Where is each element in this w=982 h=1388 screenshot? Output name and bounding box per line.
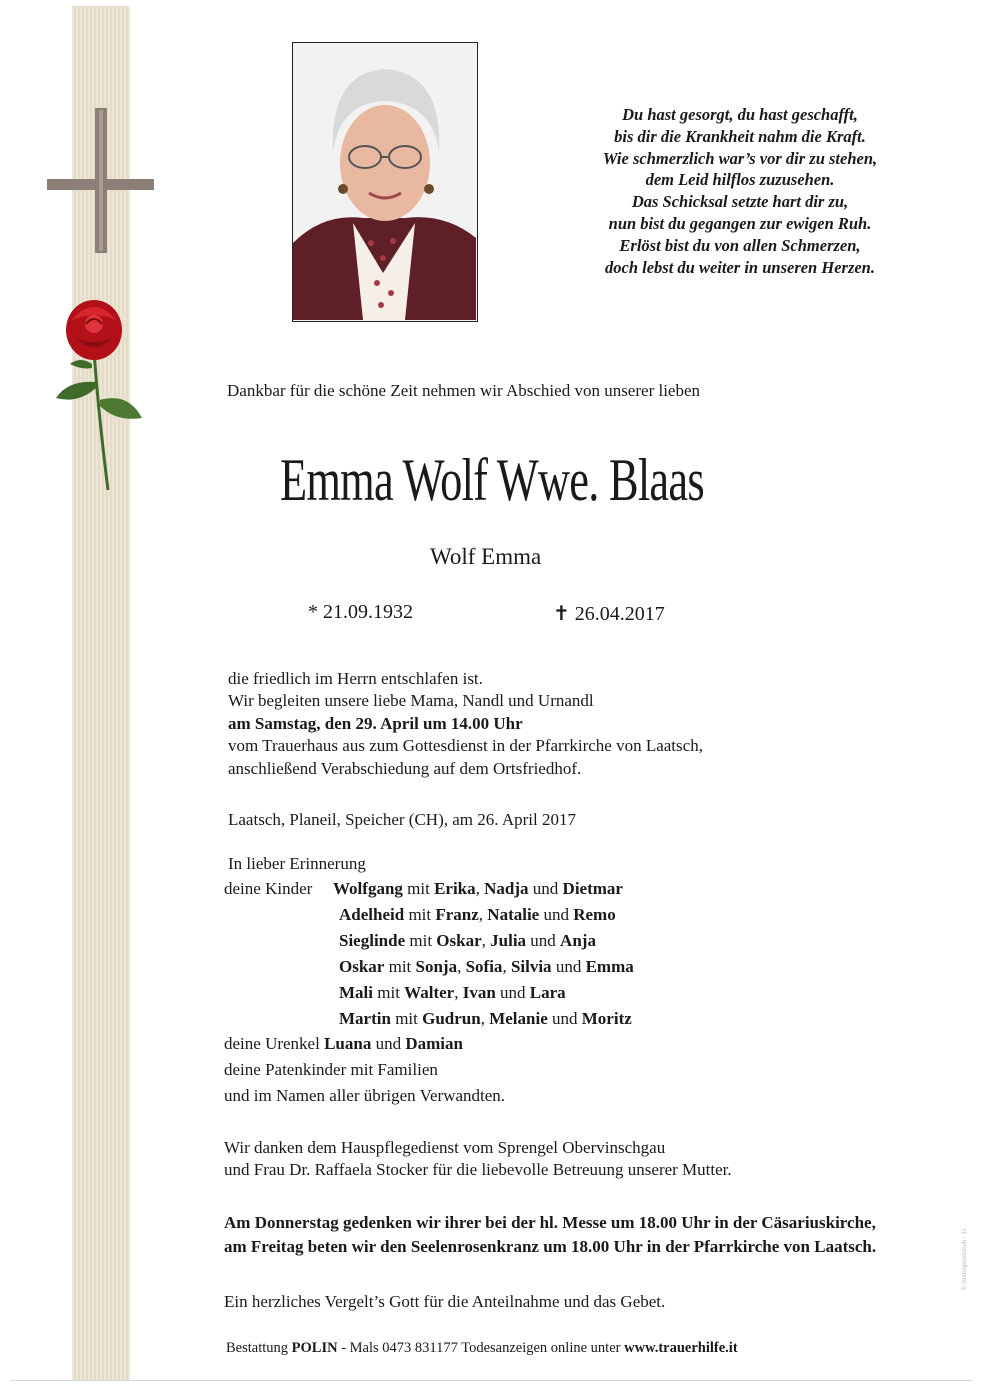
funeral-line: anschließend Verabschiedung auf dem Ortsfriedhof.	[228, 758, 582, 778]
poem	[540, 104, 940, 278]
kinder-row	[339, 931, 596, 951]
connector-word: mit	[377, 983, 400, 1002]
connector-word: und	[532, 879, 559, 898]
family-member-name: Adelheid	[339, 905, 405, 924]
footer	[226, 1340, 738, 1357]
kinder-row	[339, 957, 634, 977]
poem-line: Du hast gesorgt, du hast geschafft,	[622, 105, 858, 124]
family-member-name: Nadja	[484, 879, 529, 898]
side-note: © studiogrünschuh - 11	[962, 1228, 968, 1290]
poem-line: doch lebst du weiter in unseren Herzen.	[605, 257, 875, 277]
thanks-line: Wir danken dem Hauspflegedienst vom Sprengel Obervinschgau	[224, 1138, 666, 1157]
thanks-text	[224, 1137, 732, 1182]
portrait-photo	[292, 42, 478, 322]
footer-website-link[interactable]: www.trauerhilfe.it	[624, 1340, 738, 1356]
deceased-nickname: Wolf Emma	[430, 544, 542, 569]
funeral-date: am Samstag, den 29. April um 14.00 Uhr	[228, 713, 523, 733]
connector-word: mit	[409, 931, 433, 950]
connector-word: und	[530, 931, 556, 950]
family-member-name: Mali	[339, 983, 373, 1002]
connector-word: und	[552, 1009, 578, 1028]
intro-text: Dankbar für die schöne Zeit nehmen wir Abschied von unserer lieben	[227, 381, 701, 400]
connector-word: und	[543, 905, 569, 924]
funeral-line: vom Trauerhaus aus zum Gottesdienst in der Pfarrkirche von Laatsch,	[228, 736, 703, 756]
connector-word: ,	[480, 1009, 485, 1028]
poem-line: Das Schicksal setzte hart dir zu,	[631, 192, 849, 212]
deceased-name: Emma Wolf Wwe. Blaas	[280, 447, 704, 513]
family-member-name: Melanie	[489, 1009, 548, 1028]
memory-heading: In lieber Erinnerung	[228, 854, 366, 873]
cross-icon	[0, 0, 160, 260]
family-member-name: Remo	[573, 905, 616, 924]
connector-word: mit	[408, 905, 432, 924]
patenkinder-line: deine Patenkinder mit Familien	[224, 1060, 438, 1079]
family-member-name: Franz	[435, 905, 479, 924]
connector-word: ,	[481, 931, 486, 950]
connector-word: ,	[454, 983, 459, 1002]
family-member-name: Wolfgang	[333, 879, 403, 898]
kinder-row	[339, 905, 616, 925]
poem-line: Erlöst bist du von allen Schmerzen,	[619, 235, 861, 255]
family-member-name: Sonja	[415, 957, 458, 976]
funeral-line: die friedlich im Herrn entschlafen ist.	[228, 669, 483, 688]
family-member-name: Erika	[434, 879, 476, 898]
family-member-name: Silvia	[510, 957, 552, 976]
poem-line: dem Leid hilflos zuzusehen.	[645, 170, 835, 190]
family-member-name: Sieglinde	[339, 931, 406, 950]
masses-line: am Freitag beten wir den Seelenrosenkranz um 18.00 Uhr in der Pfarrkirche von Laatsch.	[224, 1237, 877, 1256]
connector-word: ,	[478, 905, 484, 924]
masses-text	[224, 1211, 876, 1259]
family-member-name: Natalie	[487, 905, 540, 924]
family-member-name: Julia	[490, 931, 527, 950]
connector-word: und	[500, 983, 526, 1002]
footer-prefix: Bestattung	[226, 1340, 289, 1356]
death-date: ✝ 26.04.2017	[553, 603, 665, 625]
family-member-name: Anja	[560, 931, 596, 950]
kinder-row	[339, 1009, 632, 1029]
family-member-name: Gudrun	[422, 1009, 481, 1028]
connector-word: ,	[475, 879, 480, 898]
connector-word: ,	[502, 957, 507, 976]
connector-word: mit	[407, 879, 430, 898]
place-date: Laatsch, Planeil, Speicher (CH), am 26. April 2017	[228, 810, 576, 829]
urenkel-line: deine Urenkel Luana und Damian	[224, 1034, 463, 1053]
poem-line: bis dir die Krankheit nahm die Kraft.	[614, 126, 866, 146]
footer-company: POLIN	[291, 1340, 338, 1356]
connector-word: und	[555, 957, 582, 976]
masses-line: Am Donnerstag gedenken wir ihrer bei der hl. Messe um 18.00 Uhr in der Cäsariuskirche,	[224, 1213, 876, 1232]
family-member-name: Lara	[529, 983, 566, 1002]
family-member-name: Oskar	[339, 957, 385, 976]
family-member-name: Martin	[339, 1009, 391, 1028]
family-member-name: Emma	[585, 957, 634, 976]
funeral-line: Wir begleiten unsere liebe Mama, Nandl und Urnandl	[228, 691, 594, 711]
verwandte-line: und im Namen aller übrigen Verwandten.	[224, 1086, 506, 1105]
thanks-line: und Frau Dr. Raffaela Stocker für die liebevolle Betreuung unserer Mutter.	[224, 1160, 732, 1180]
connector-word: mit	[395, 1009, 418, 1028]
family-member-name: Ivan	[462, 983, 496, 1002]
family-member-name: Walter	[404, 983, 455, 1002]
divider	[10, 1380, 972, 1381]
family-member-name: Dietmar	[562, 879, 623, 898]
connector-word: ,	[457, 957, 462, 976]
poem-line: nun bist du gegangen zur ewigen Ruh.	[608, 213, 872, 233]
rose-icon	[50, 290, 150, 500]
poem-line: Wie schmerzlich war’s vor dir zu stehen,	[602, 148, 878, 168]
birth-date: * 21.09.1932	[308, 601, 413, 623]
kinder-prefix: deine Kinder	[224, 879, 313, 898]
kinder-row	[333, 879, 623, 899]
family-member-name: Oskar	[436, 931, 482, 950]
connector-word: mit	[388, 957, 412, 976]
family-member-name: Sofia	[465, 957, 503, 976]
family-member-name: Moritz	[581, 1009, 632, 1028]
funeral-info	[228, 668, 703, 780]
closing-text: Ein herzliches Vergelt’s Gott für die Anteilnahme und das Gebet.	[224, 1292, 666, 1311]
footer-middle: - Mals 0473 831177 Todesanzeigen online unter	[337, 1340, 625, 1356]
kinder-row	[339, 983, 566, 1003]
